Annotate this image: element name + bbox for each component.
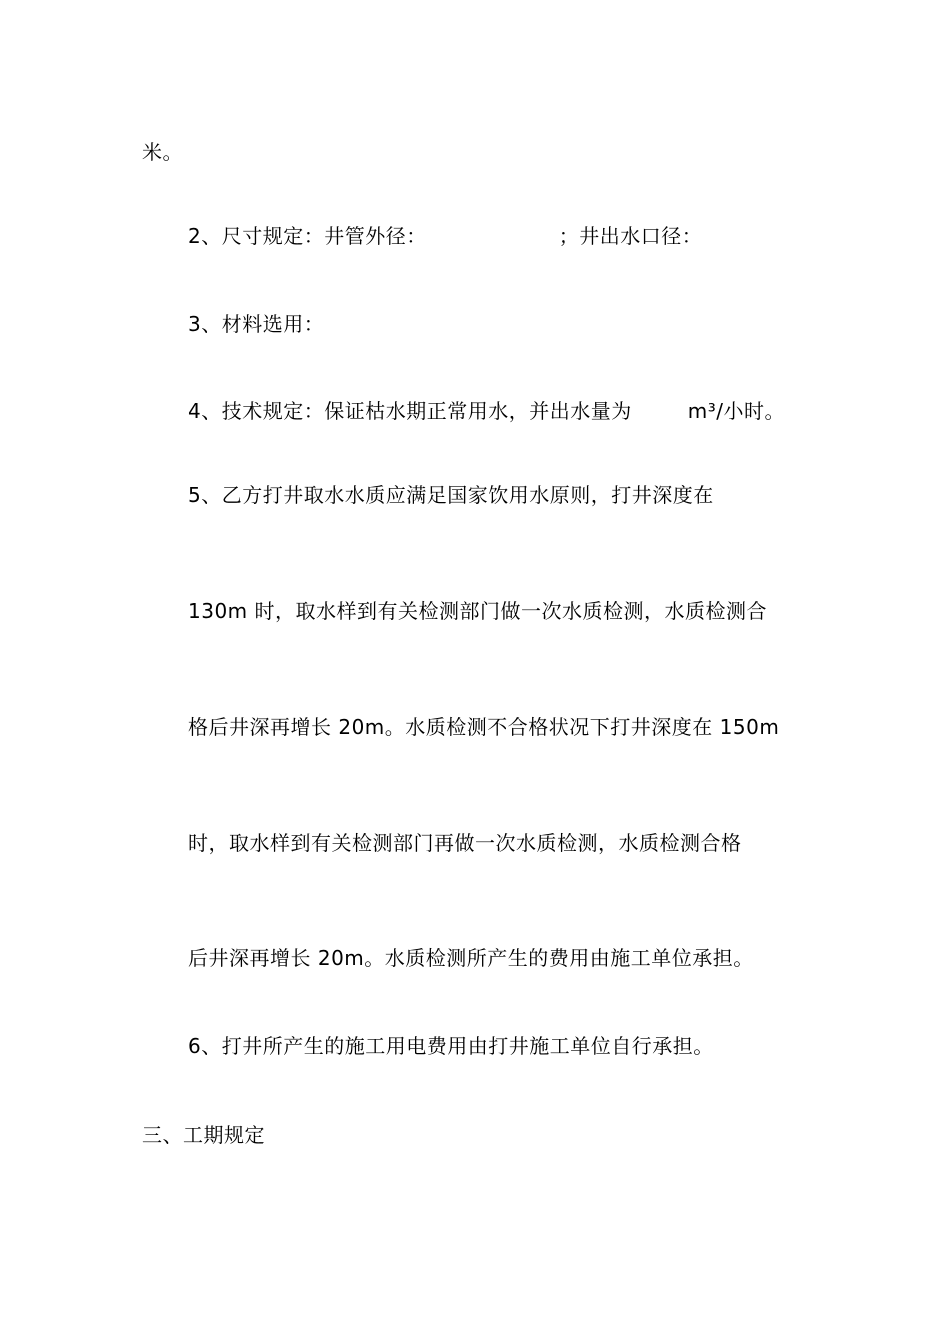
item-5-line-1: 5、乙方打井取水水质应满足国家饮用水原则，打井深度在 [188, 483, 714, 507]
item-5-line-3: 格后井深再增长 20m。水质检测不合格状况下打井深度在 150m [188, 715, 780, 739]
item-3-materials: 3、材料选用： [188, 312, 325, 336]
item-2-prefix: 2、尺寸规定：井管外径： [188, 224, 427, 248]
continuation-text: 米。 [142, 140, 183, 164]
item-6-electricity: 6、打井所产生的施工用电费用由打井施工单位自行承担。 [188, 1034, 714, 1058]
item-4-technical-spec [188, 397, 785, 425]
item-5-line-2: 130m 时，取水样到有关检测部门做一次水质检测，水质检测合 [188, 599, 768, 623]
item-2-suffix: ；井出水口径： [558, 224, 703, 248]
section-3-heading: 三、工期规定 [142, 1123, 265, 1147]
item-2-size-spec [188, 222, 702, 250]
item-4-prefix: 4、技术规定：保证枯水期正常用水，并出水量为 [188, 399, 632, 423]
item-5-line-4: 时，取水样到有关检测部门再做一次水质检测，水质检测合格 [188, 831, 742, 855]
item-5-line-5: 后井深再增长 20m。水质检测所产生的费用由施工单位承担。 [188, 946, 754, 970]
item-4-suffix: m³/小时。 [687, 399, 785, 423]
